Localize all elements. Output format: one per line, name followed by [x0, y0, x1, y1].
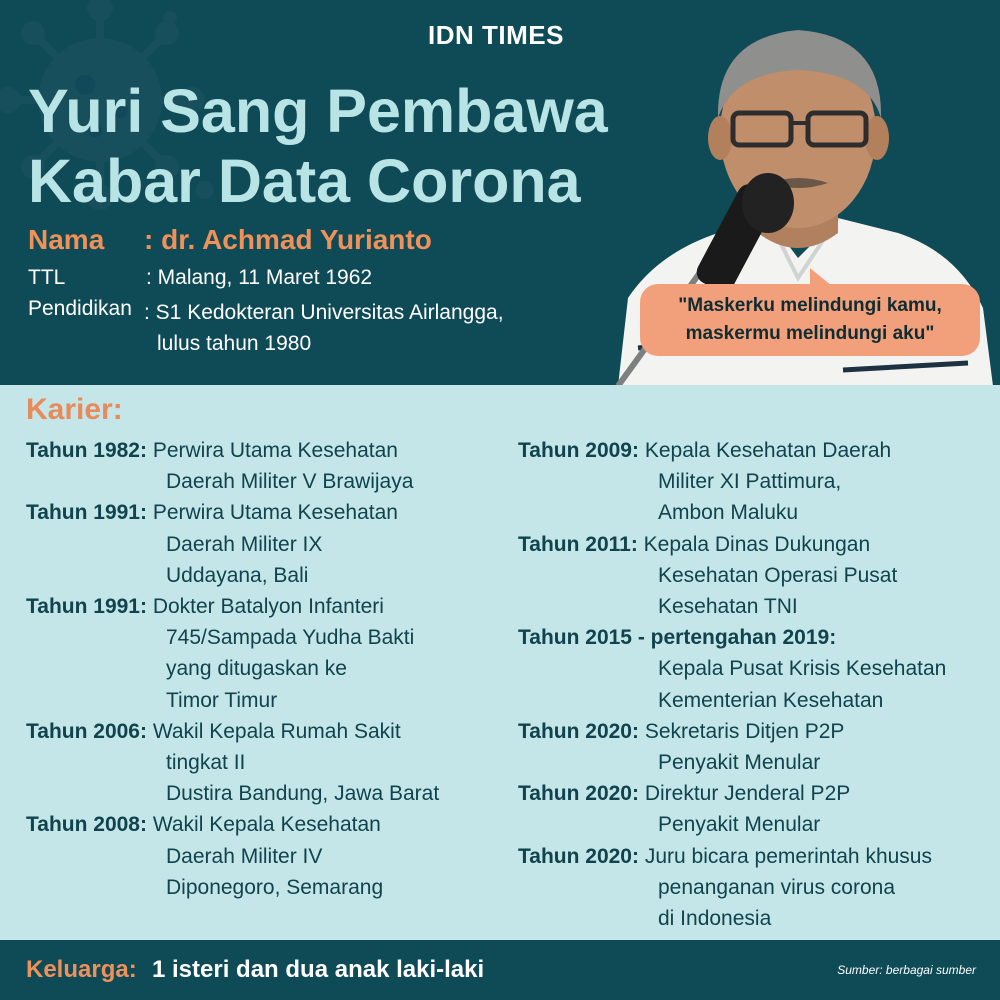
family-value: 1 isteri dan dua anak laki-laki: [152, 956, 485, 983]
career-description-line: Penyakit Menular: [658, 813, 821, 837]
career-description-line: Wakil Kepala Rumah Sakit: [152, 719, 401, 743]
career-entry: [26, 497, 496, 591]
career-entry-first-line: [26, 497, 496, 528]
career-section: [0, 385, 1000, 940]
career-description-line: Perwira Utama Kesehatan: [152, 501, 398, 525]
career-entry-first-line: [26, 716, 496, 747]
career-description-line: Daerah Militer IX: [166, 532, 323, 556]
career-description-line: Daerah Militer V Brawijaya: [166, 470, 414, 494]
career-year: Tahun 2020:: [518, 844, 639, 868]
career-entry: [26, 591, 496, 716]
career-description-line: Timor Timur: [166, 688, 278, 712]
career-entry: [518, 529, 994, 623]
career-description-line: Sekretaris Ditjen P2P: [644, 719, 845, 743]
career-entry: [26, 435, 496, 497]
career-description-line: Direktur Jenderal P2P: [644, 782, 851, 806]
career-description-line: 745/Sampada Yudha Bakti: [166, 626, 415, 650]
career-entry-first-line: [518, 778, 994, 809]
career-year: Tahun 1991:: [26, 501, 147, 525]
career-year: Tahun 1991:: [26, 595, 147, 619]
career-description-line: penanganan virus corona: [658, 875, 896, 899]
bio-ttl-value: : Malang, 11 Maret 1962: [146, 266, 373, 289]
career-entry-first-line: [26, 809, 496, 840]
title-line-2: Kabar Data Corona: [28, 147, 581, 215]
career-description-line: Kesehatan TNI: [658, 595, 798, 619]
career-description-line: Kepala Dinas Dukungan: [643, 532, 871, 556]
career-entry: [518, 435, 994, 529]
career-description-line: Ambon Maluku: [658, 501, 799, 525]
career-year: Tahun 2020:: [518, 782, 639, 806]
source-note: Sumber: berbagai sumber: [837, 963, 976, 977]
career-entry: [518, 716, 994, 778]
bio-name-label: Nama: [28, 224, 105, 255]
career-heading: Karier:: [26, 393, 123, 426]
career-description-line: Penyakit Menular: [658, 751, 821, 775]
career-description-line: Juru bicara pemerintah khusus: [644, 844, 932, 868]
brand-logo-bold: IDN: [428, 20, 475, 50]
page-title: [28, 76, 668, 216]
career-year: Tahun 2009:: [518, 439, 639, 462]
career-entry: [518, 622, 994, 716]
career-entry: [26, 716, 496, 810]
career-entry-first-line: [518, 622, 994, 653]
header-panel: [0, 0, 1000, 385]
career-description-line: Diponegoro, Semarang: [166, 875, 384, 899]
career-description-line: Wakil Kepala Kesehatan: [152, 813, 381, 837]
career-description-line: Kepala Kesehatan Daerah: [644, 439, 892, 462]
footer-bar: [0, 940, 1000, 1000]
quote-line-1: "Maskerku melindungi kamu,: [678, 295, 942, 316]
quote-bubble: [640, 284, 980, 356]
bio-ttl-label: TTL: [28, 266, 66, 289]
bio-education-line-1: : S1 Kedokteran Universitas Airlangga,: [144, 301, 504, 324]
career-entry-first-line: [26, 435, 496, 466]
career-description-line: Uddayana, Bali: [166, 563, 309, 587]
bio-education-value: [144, 297, 504, 359]
career-entry-first-line: [518, 841, 994, 872]
career-entry: [26, 809, 496, 903]
title-line-1: Yuri Sang Pembawa: [28, 77, 608, 145]
career-description-line: Dokter Batalyon Infanteri: [152, 595, 384, 619]
bio-education-line-2: lulus tahun 1980: [157, 332, 312, 355]
career-description-line: yang ditugaskan ke: [166, 657, 347, 681]
career-entry-first-line: [518, 529, 994, 560]
career-description-line: Kesehatan Operasi Pusat: [658, 563, 898, 587]
brand-logo-rest: TIMES: [482, 20, 564, 50]
career-year: Tahun 2020:: [518, 719, 639, 743]
career-description-line: Kepala Pusat Krisis Kesehatan: [658, 657, 947, 681]
career-description-line: Perwira Utama Kesehatan: [152, 439, 398, 462]
career-description-line: tingkat II: [166, 751, 246, 775]
career-description-line: Dustira Bandung, Jawa Barat: [166, 782, 440, 806]
career-description-line: di Indonesia: [658, 907, 772, 931]
career-year: Tahun 2011:: [518, 532, 638, 556]
family-label: Keluarga:: [26, 956, 137, 983]
quote-line-2: maskermu melindungi aku": [685, 323, 935, 344]
bio-education-label: Pendidikan: [28, 297, 132, 320]
career-entry-first-line: [26, 591, 496, 622]
career-year: Tahun 2006:: [26, 719, 147, 743]
bio-name-value: : dr. Achmad Yurianto: [144, 224, 432, 255]
career-entry: [518, 778, 994, 840]
career-entry-first-line: [518, 435, 994, 466]
career-year: Tahun 2015 - pertengahan 2019:: [518, 626, 837, 650]
career-entry-first-line: [518, 716, 994, 747]
career-year: Tahun 1982:: [26, 439, 147, 462]
career-description-line: Militer XI Pattimura,: [658, 470, 842, 494]
career-year: Tahun 2008:: [26, 813, 147, 837]
career-entry: [518, 841, 994, 935]
career-description-line: Kementerian Kesehatan: [658, 688, 884, 712]
career-description-line: Daerah Militer IV: [166, 844, 323, 868]
career-column-right: [518, 435, 994, 934]
brand-logo: [428, 20, 564, 51]
career-column-left: [26, 435, 496, 903]
